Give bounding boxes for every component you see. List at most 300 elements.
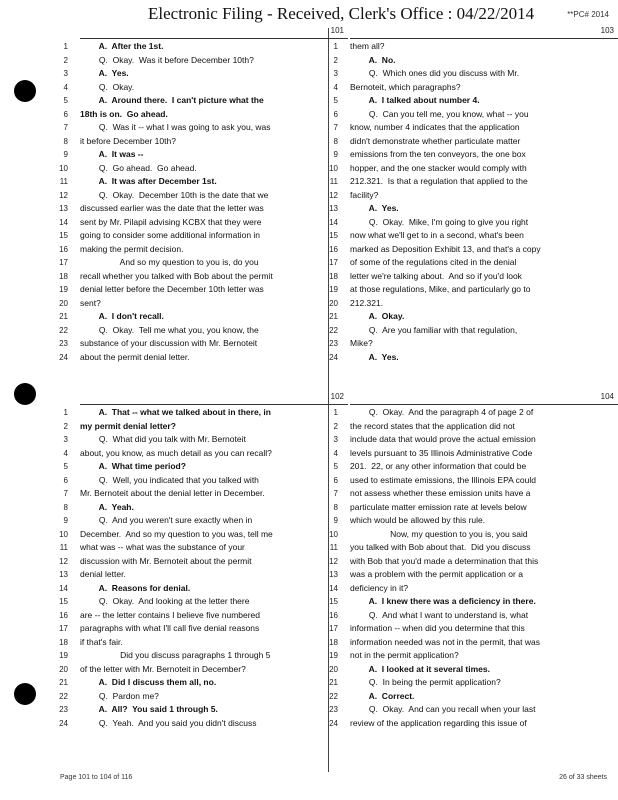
line-text: deficiency in it?: [350, 582, 409, 593]
line-text: A. It was after December 1st.: [80, 176, 217, 186]
transcript-line: [333, 460, 618, 474]
transcript-line: [63, 40, 348, 54]
line-number: 21: [59, 312, 68, 321]
transcript-line: [59, 189, 348, 203]
transcript-line: [63, 487, 348, 501]
transcript-line: [333, 81, 618, 95]
transcript-line: [63, 135, 348, 149]
transcript-line: [59, 297, 348, 311]
line-text: you talked with Bob about that. Did you discuss: [350, 542, 531, 552]
line-number: 23: [59, 339, 68, 348]
transcript-line: [329, 229, 618, 243]
transcript-line: [59, 636, 348, 650]
line-text: A. I knew there was a deficiency in there.: [350, 596, 536, 606]
line-text: A. Yes.: [80, 68, 129, 78]
line-text: paragraphs with what I'll call five denial reasons: [80, 623, 260, 633]
transcript-line: [59, 649, 348, 663]
line-number: 4: [63, 448, 68, 458]
line-text: not in the permit application?: [350, 650, 459, 660]
transcript-line: [59, 229, 348, 243]
line-text: A. What time period?: [80, 461, 186, 471]
line-text: A. Around there. I can't picture what the: [80, 95, 264, 105]
transcript-line: [59, 216, 348, 230]
line-text: of the letter with Mr. Bernoteit in December?: [80, 663, 246, 674]
transcript-line: [333, 406, 618, 420]
line-number: 19: [329, 285, 338, 294]
line-number: 1: [333, 42, 338, 51]
line-text: 18th is on. Go ahead.: [80, 108, 168, 119]
line-number: 6: [63, 109, 68, 119]
line-number: 4: [333, 448, 338, 458]
line-text: now what we'll get to in a second, what's been: [350, 230, 524, 240]
line-text: making the permit decision.: [80, 243, 184, 254]
line-text: A. Correct.: [350, 690, 415, 701]
transcript-line: [329, 690, 618, 704]
line-number: 11: [329, 543, 338, 552]
line-number: 1: [63, 408, 68, 417]
line-number: 5: [333, 96, 338, 105]
line-number: 10: [329, 163, 338, 173]
line-text: A. It was --: [80, 149, 144, 159]
line-number: 15: [59, 597, 68, 606]
line-number: 24: [59, 718, 68, 728]
transcript-line: [59, 595, 348, 609]
line-text: Q. Okay. Was it before December 10th?: [80, 54, 254, 65]
line-text: didn't demonstrate whether particulate matter: [350, 135, 521, 146]
transcript-line: [329, 324, 618, 338]
line-number: 2: [63, 421, 68, 431]
line-text: discussion with Mr. Bernoteit about the permit: [80, 555, 252, 566]
transcript-line: [63, 148, 348, 162]
transcript-line: [63, 433, 348, 447]
transcript-line: [59, 351, 348, 365]
transcript-line: [63, 54, 348, 68]
line-number: 20: [59, 298, 68, 308]
transcript-line: [63, 420, 348, 434]
line-number: 17: [329, 624, 338, 633]
line-text: sent?: [80, 297, 101, 308]
line-number: 16: [59, 244, 68, 254]
transcript-line: [59, 175, 348, 189]
line-text: A. That -- what we talked about in there, in: [80, 407, 271, 417]
transcript-line: [329, 636, 618, 650]
line-text: Q. In being the permit application?: [350, 677, 501, 687]
line-text: Q. Okay. Mike, I'm going to give you right: [350, 216, 529, 227]
transcript-line: [59, 717, 348, 731]
line-number: 9: [333, 150, 338, 159]
transcript-line: [329, 202, 618, 216]
line-text: Did you discuss paragraphs 1 through 5: [80, 650, 271, 660]
line-number: 14: [59, 217, 68, 227]
transcript-line: [59, 541, 348, 555]
page-number: 102: [330, 392, 344, 401]
transcript-line: [333, 487, 618, 501]
line-text: know, number 4 indicates that the application: [350, 122, 520, 132]
page-number: 103: [600, 26, 614, 35]
transcript-line: [63, 108, 348, 122]
line-number: 22: [59, 691, 68, 701]
line-number: 5: [63, 462, 68, 471]
line-number: 15: [329, 597, 338, 606]
transcript-line: [59, 555, 348, 569]
line-number: 9: [333, 516, 338, 525]
line-text: my permit denial letter?: [80, 420, 176, 431]
line-text: not assess whether these emission units have a: [350, 488, 531, 498]
line-text: Q. Okay. And can you recall when your last: [350, 704, 536, 714]
line-number: 24: [59, 352, 68, 362]
line-text: A. Yeah.: [80, 501, 134, 512]
transcript-line: [63, 460, 348, 474]
line-number: 7: [333, 489, 338, 498]
line-text: discussed earlier was the date that the letter was: [80, 203, 264, 213]
footer-sheet-count: 26 of 33 sheets: [559, 774, 607, 781]
line-text: A. Reasons for denial.: [80, 582, 191, 593]
transcript-line: [63, 514, 348, 528]
transcript-line: [329, 283, 618, 297]
line-number: 2: [63, 55, 68, 65]
transcript-line: [59, 690, 348, 704]
document-code: **PC# 2014: [567, 10, 609, 19]
transcript-line: [59, 703, 348, 717]
transcript-line: [63, 67, 348, 81]
transcript-line: [329, 609, 618, 623]
line-number: 24: [329, 718, 338, 728]
transcript-line: [329, 703, 618, 717]
line-text: A. No.: [350, 54, 396, 65]
line-number: 17: [59, 258, 68, 267]
line-number: 21: [59, 678, 68, 687]
line-text: Q. Okay. And the paragraph 4 of page 2 of: [350, 407, 534, 417]
line-number: 8: [333, 502, 338, 512]
line-text: A. All? You said 1 through 5.: [80, 704, 218, 714]
line-text: Mr. Bernoteit about the denial letter in December.: [80, 488, 265, 498]
transcript-line: [59, 582, 348, 596]
line-text: emissions from the ten conveyors, the one box: [350, 149, 526, 159]
line-text: about the permit denial letter.: [80, 351, 190, 362]
line-number: 12: [329, 190, 338, 200]
line-number: 23: [329, 339, 338, 348]
line-number: 4: [333, 82, 338, 92]
transcript-line: [329, 541, 618, 555]
line-text: them all?: [350, 41, 385, 51]
transcript-line: [59, 283, 348, 297]
line-number: 23: [59, 705, 68, 714]
line-number: 21: [329, 678, 338, 687]
transcript-line: [59, 243, 348, 257]
transcript-line: [333, 67, 618, 81]
line-number: 17: [59, 624, 68, 633]
line-number: 21: [329, 312, 338, 321]
transcript-line: [59, 622, 348, 636]
transcript-line: [333, 433, 618, 447]
line-text: of some of the regulations cited in the denial: [350, 257, 517, 267]
line-text: with Bob that you'd made a determination that this: [350, 555, 539, 566]
line-number: 14: [329, 217, 338, 227]
transcript-line: [63, 81, 348, 95]
line-number: 20: [329, 298, 338, 308]
line-text: at those regulations, Mike, and particularly go to: [350, 284, 531, 294]
line-number: 3: [333, 69, 338, 78]
line-text: A. Did I discuss them all, no.: [80, 677, 217, 687]
line-number: 2: [333, 55, 338, 65]
transcript-line: [329, 310, 618, 324]
transcript-line: [329, 297, 618, 311]
line-number: 12: [329, 556, 338, 566]
line-number: 5: [333, 462, 338, 471]
line-text: Mike?: [350, 338, 373, 348]
line-text: the record states that the application did not: [350, 420, 515, 431]
line-number: 14: [329, 583, 338, 593]
line-text: was a problem with the permit application or a: [350, 569, 523, 579]
line-number: 1: [63, 42, 68, 51]
line-text: what was -- what was the substance of your: [80, 542, 245, 552]
line-text: include data that would prove the actual emission: [350, 434, 536, 444]
line-text: Q. Was it -- what I was going to ask you, was: [80, 122, 271, 132]
line-number: 3: [63, 69, 68, 78]
filing-header: Electronic Filing - Received, Clerk's Office : 04/22/2014: [148, 4, 535, 23]
line-text: A. I looked at it several times.: [350, 663, 490, 674]
line-text: Q. What did you talk with Mr. Bernoteit: [80, 434, 246, 444]
punch-hole-middle: [14, 383, 36, 405]
page-rule: [350, 38, 618, 39]
transcript-line: [59, 528, 348, 542]
line-number: 7: [63, 123, 68, 132]
line-text: it before December 10th?: [80, 135, 176, 146]
footer-page-range: Page 101 to 104 of 116: [60, 774, 133, 781]
line-text: 212.321. Is that a regulation that applied to the: [350, 176, 528, 186]
transcript-line: [333, 40, 618, 54]
line-text: marked as Deposition Exhibit 13, and that's a copy: [350, 243, 541, 254]
page-number: 104: [600, 392, 614, 401]
line-number: 11: [59, 543, 68, 552]
transcript-line: [63, 474, 348, 488]
punch-hole-top: [14, 80, 36, 102]
line-text: December. And so my question to you was, tell me: [80, 528, 273, 539]
transcript-line: [59, 162, 348, 176]
line-number: 18: [329, 637, 338, 647]
line-number: 3: [63, 435, 68, 444]
line-number: 9: [63, 150, 68, 159]
line-number: 12: [59, 556, 68, 566]
line-number: 8: [63, 136, 68, 146]
transcript-line: [333, 121, 618, 135]
transcript-line: [329, 189, 618, 203]
page-rule: [350, 404, 618, 405]
punch-hole-bottom: [14, 683, 36, 705]
transcript-line: [329, 270, 618, 284]
line-text: Q. Okay. And looking at the letter there: [80, 596, 250, 606]
line-text: are -- the letter contains I believe five numbered: [80, 609, 261, 620]
line-text: denial letter.: [80, 569, 126, 579]
line-text: Q. Yeah. And you said you didn't discuss: [80, 717, 257, 728]
line-number: 7: [333, 123, 338, 132]
line-text: Q. Go ahead. Go ahead.: [80, 162, 197, 173]
line-number: 8: [333, 136, 338, 146]
line-number: 16: [329, 244, 338, 254]
transcript-lines: [59, 406, 348, 730]
line-number: 15: [329, 231, 338, 240]
line-text: review of the application regarding this issue of: [350, 717, 527, 728]
page-number: 101: [330, 26, 344, 35]
line-text: A. After the 1st.: [80, 41, 164, 51]
transcript-line: [333, 420, 618, 434]
line-number: 13: [59, 570, 68, 579]
line-text: Q. Can you tell me, you know, what -- you: [350, 108, 529, 119]
line-text: sent by Mr. Pilapil advising KCBX that they were: [80, 216, 262, 227]
line-text: 212.321.: [350, 297, 384, 308]
transcript-lines: [329, 40, 618, 364]
line-number: 18: [59, 637, 68, 647]
transcript-line: [333, 514, 618, 528]
transcript-line: [59, 324, 348, 338]
line-text: particulate matter emission rate at levels below: [350, 501, 527, 512]
line-number: 13: [59, 204, 68, 213]
transcript-line: [59, 202, 348, 216]
page-rule: [80, 404, 348, 405]
transcript-line: [63, 447, 348, 461]
transcript-line: [329, 175, 618, 189]
line-number: 9: [63, 516, 68, 525]
line-number: 22: [329, 325, 338, 335]
line-number: 13: [329, 570, 338, 579]
line-text: And so my question to you is, do you: [80, 257, 259, 267]
line-number: 5: [63, 96, 68, 105]
transcript-line: [329, 622, 618, 636]
transcript-lines: [59, 40, 348, 364]
line-text: levels pursuant to 35 Illinois Administrative Code: [350, 447, 533, 458]
line-number: 1: [333, 408, 338, 417]
line-text: Now, my question to you is, you said: [350, 528, 528, 539]
transcript-line: [63, 94, 348, 108]
transcript-line: [333, 94, 618, 108]
transcript-line: [329, 595, 618, 609]
line-text: Q. And you weren't sure exactly when in: [80, 515, 253, 525]
line-text: Q. Pardon me?: [80, 690, 159, 701]
line-number: 19: [329, 651, 338, 660]
transcript-line: [329, 555, 618, 569]
line-number: 6: [333, 109, 338, 119]
line-number: 19: [59, 285, 68, 294]
transcript-line: [59, 676, 348, 690]
transcript-line: [329, 717, 618, 731]
transcript-line: [329, 351, 618, 365]
transcript-line: [329, 649, 618, 663]
line-number: 12: [59, 190, 68, 200]
line-number: 14: [59, 583, 68, 593]
transcript-line: [329, 582, 618, 596]
transcript-line: [63, 406, 348, 420]
line-number: 6: [63, 475, 68, 485]
line-text: hopper, and the one stacker would comply with: [350, 162, 527, 173]
line-text: denial letter before the December 10th letter was: [80, 284, 264, 294]
line-number: 4: [63, 82, 68, 92]
line-text: Bernoteit, which paragraphs?: [350, 81, 461, 92]
line-text: A. Yes.: [350, 351, 399, 362]
line-text: A. Yes.: [350, 203, 399, 213]
line-number: 22: [59, 325, 68, 335]
transcript-line: [329, 568, 618, 582]
line-text: Q. Are you familiar with that regulation,: [350, 324, 518, 335]
transcript-line: [59, 270, 348, 284]
transcript-line: [333, 474, 618, 488]
transcript-line: [329, 243, 618, 257]
transcript-line: [63, 121, 348, 135]
line-number: 24: [329, 352, 338, 362]
transcript-line: [333, 54, 618, 68]
line-number: 17: [329, 258, 338, 267]
line-text: information -- when did you determine that this: [350, 623, 525, 633]
line-number: 16: [59, 610, 68, 620]
transcript-line: [59, 310, 348, 324]
line-number: 8: [63, 502, 68, 512]
transcript-line: [329, 337, 618, 351]
transcript-line: [333, 148, 618, 162]
line-number: 20: [59, 664, 68, 674]
line-number: 13: [329, 204, 338, 213]
page-rule: [80, 38, 348, 39]
line-number: 18: [329, 271, 338, 281]
line-text: about, you know, as much detail as you can recall?: [80, 447, 272, 458]
transcript-lines: [329, 406, 618, 730]
line-number: 10: [329, 529, 338, 539]
line-text: Q. Okay. Tell me what you, you know, the: [80, 324, 259, 335]
line-number: 11: [59, 177, 68, 186]
transcript-line: [63, 501, 348, 515]
line-text: Q. Well, you indicated that you talked with: [80, 474, 259, 485]
transcript-line: [329, 256, 618, 270]
transcript-line: [59, 337, 348, 351]
transcript-line: [329, 162, 618, 176]
line-text: A. I don't recall.: [80, 311, 164, 321]
line-text: recall whether you talked with Bob about the permit: [80, 270, 273, 281]
line-number: 19: [59, 651, 68, 660]
line-number: 23: [329, 705, 338, 714]
transcript-line: [333, 135, 618, 149]
line-number: 6: [333, 475, 338, 485]
transcript-line: [333, 501, 618, 515]
line-text: Q. Which ones did you discuss with Mr.: [350, 68, 520, 78]
line-text: Q. Okay. December 10th is the date that we: [80, 189, 269, 200]
transcript-line: [59, 609, 348, 623]
line-number: 16: [329, 610, 338, 620]
line-number: 11: [329, 177, 338, 186]
transcript-line: [329, 528, 618, 542]
transcript-line: [333, 108, 618, 122]
line-text: A. I talked about number 4.: [350, 95, 480, 105]
line-number: 7: [63, 489, 68, 498]
line-text: information needed was not in the permit, that was: [350, 636, 540, 647]
transcript-line: [329, 663, 618, 677]
line-number: 10: [59, 529, 68, 539]
line-text: 201. 22, or any other information that could be: [350, 461, 527, 471]
line-text: A. Okay.: [350, 311, 405, 321]
transcript-line: [59, 568, 348, 582]
line-number: 3: [333, 435, 338, 444]
line-number: 15: [59, 231, 68, 240]
transcript-line: [333, 447, 618, 461]
line-text: Q. Okay.: [80, 81, 135, 92]
line-text: going to consider some additional information in: [80, 230, 261, 240]
line-number: 20: [329, 664, 338, 674]
line-number: 10: [59, 163, 68, 173]
line-number: 18: [59, 271, 68, 281]
transcript-line: [329, 216, 618, 230]
line-text: if that's fair.: [80, 636, 123, 647]
line-text: substance of your discussion with Mr. Bernoteit: [80, 338, 258, 348]
transcript-line: [59, 256, 348, 270]
transcript-line: [329, 676, 618, 690]
line-text: letter we're talking about. And so if you'd look: [350, 270, 522, 281]
